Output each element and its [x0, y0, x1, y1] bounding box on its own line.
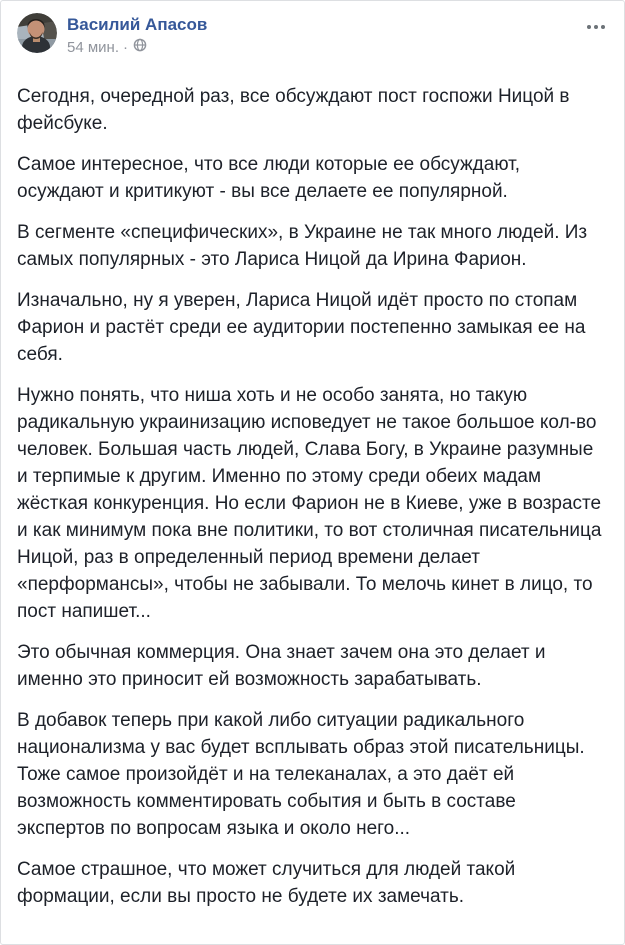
post-options-button[interactable]: [582, 17, 610, 37]
globe-icon: [133, 38, 147, 57]
post-body: [1, 83, 624, 944]
timestamp[interactable]: 54 мин.: [67, 38, 119, 56]
ellipsis-icon: [587, 25, 591, 29]
post-paragraph: Это обычная коммерция. Она знает зачем она это делает и именно это приносит ей возможность зарабатывать.: [17, 642, 546, 690]
post-paragraph: Изначально, ну я уверен, Лариса Ницой идёт просто по стопам Фарион и растёт среди ее аудитории постепенно замыкая ее на себя.: [17, 290, 586, 365]
meta-separator: ·: [123, 38, 128, 56]
post-paragraph: Самое интересное, что все люди которые ее обсуждают, осуждают и критикуют - вы все делаете ее популярной.: [17, 154, 521, 202]
header-text: [67, 13, 207, 57]
author-name-link[interactable]: Василий Апасов: [67, 15, 208, 34]
post-paragraph: В добавок теперь при какой либо ситуации радикального национализма у вас будет всплывать образ этой писательницы. Тоже самое произойдёт и на телеканалах, а это даёт ей возможность комментировать события и быть в составе экспертов по вопросам языка и около него...: [17, 710, 585, 839]
post-header: [1, 1, 624, 57]
post-paragraph: В сегменте «специфических», в Украине не так много людей. Из самых популярных - это Лариса Ницой да Ирина Фарион.: [17, 222, 588, 270]
post-paragraph: Нужно понять, что ниша хоть и не особо занята, но такую радикальную украинизацию исповедует не такое большое кол-во человек. Большая часть людей, Слава Богу, в Украине разумные и терпимые к другим. Именно по этому среди обеих мадам жёсткая конкуренция. Но если Фарион не в Киеве, уже в возрасте и как минимум пока вне политики, то вот столичная писательница Ницой, раз в определенный период времени делает «перформансы», чтобы не забывали. То мелочь кинет в лицо, то пост напишет...: [17, 385, 602, 622]
post-paragraph: Самое страшное, что может случиться для людей такой формации, если вы просто не будете их замечать.: [17, 859, 516, 907]
profile-photo: [17, 13, 57, 53]
post-paragraph: Сегодня, очередной раз, все обсуждают пост госпожи Ницой в фейсбуке.: [17, 86, 570, 134]
post-meta: [67, 37, 207, 57]
avatar[interactable]: [17, 13, 57, 53]
